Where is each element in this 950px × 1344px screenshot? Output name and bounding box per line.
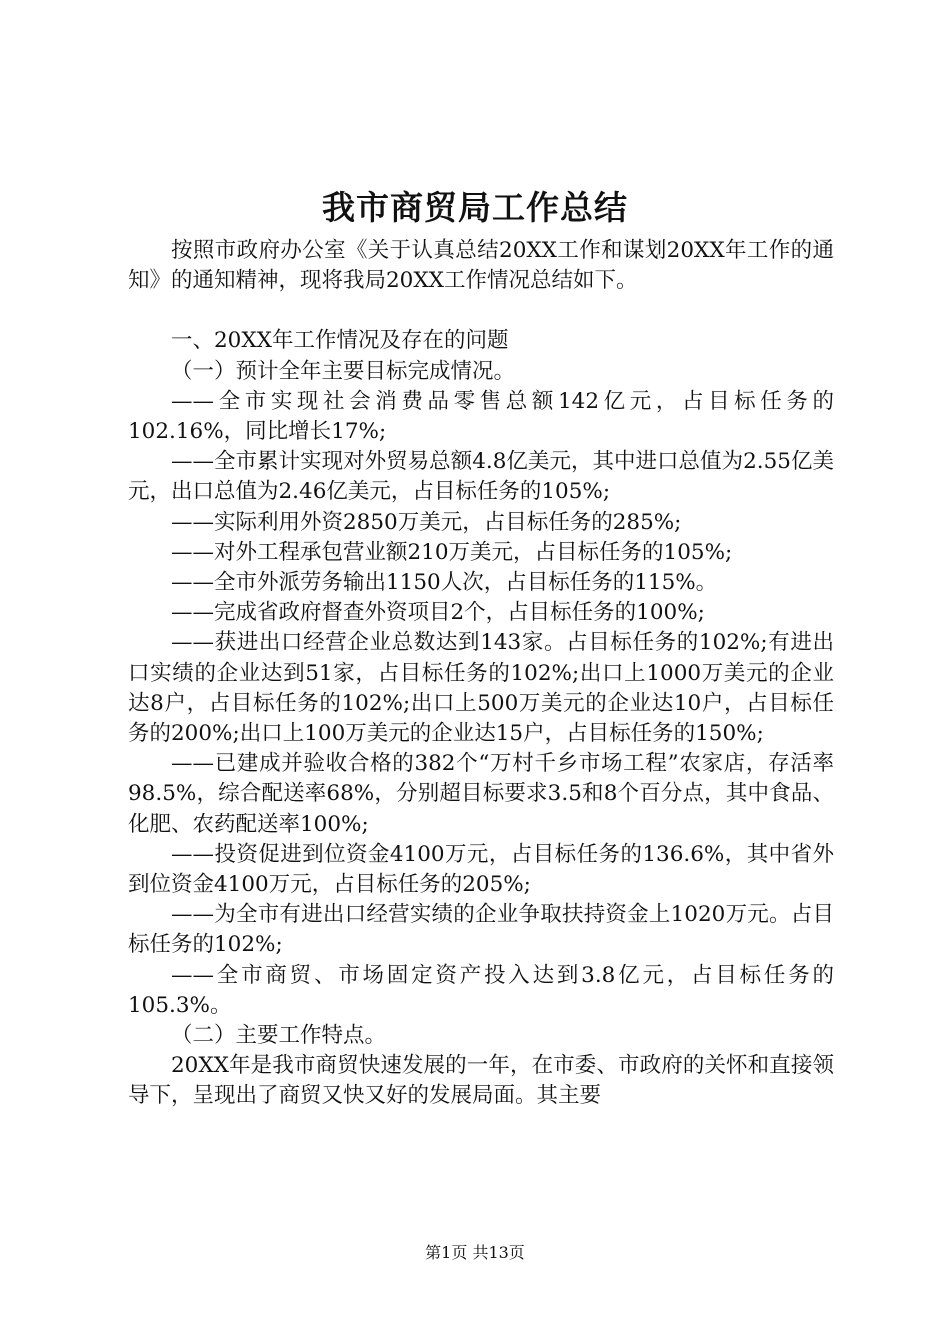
paragraph-fixed-assets: ——全市商贸、市场固定资产投入达到3.8亿元，占目标任务的105.3%。 [128,962,834,1018]
paragraph-support-funds: ——为全市有进出口经营实绩的企业争取扶持资金上1020万元。占目标任务的102%; [128,902,834,958]
document-body [128,236,834,1112]
paragraph-village-stores: ——已建成并验收合格的382个“万村千乡市场工程”农家店，存活率98.5%，综合配送率68%，分别超目标要求3.5和8个百分点，其中食品、化肥、农药配送率100%; [128,751,834,837]
subsection-heading-2: （二）主要工作特点。 [171,1023,387,1049]
paragraph-export-enterprises: ——获进出口经营企业总数达到143家。占目标任务的102%;有进出口实绩的企业达到51家，占目标任务的102%;出口上1000万美元的企业达8户，占目标任务的102%;出口上500万美元的企业达10户，占目标任务的200%;出口上100万美元的企业达15户，占目标任务的150%; [128,630,834,747]
paragraph-foreign-trade: ——全市累计实现对外贸易总额4.8亿美元，其中进口总值为2.55亿美元，出口总值为2.46亿美元，占目标任务的105%; [128,449,834,505]
section-heading-1: 一、20XX年工作情况及存在的问题 [171,328,509,354]
subsection-heading-1: （一）预计全年主要目标完成情况。 [171,358,516,384]
paragraph-work-features: 20XX年是我市商贸快速发展的一年，在市委、市政府的关怀和直接领导下，呈现出了商贸又快又好的发展局面。其主要 [128,1053,834,1109]
intro-paragraph: 按照市政府办公室《关于认真总结20XX工作和谋划20XX年工作的通知》的通知精神，现将我局20XX工作情况总结如下。 [128,238,834,294]
paragraph-labor-export: ——全市外派劳务输出1150人次，占目标任务的115%。 [171,570,718,596]
paragraph-supervised-projects: ——完成省政府督查外资项目2个，占目标任务的100%; [171,600,705,626]
paragraph-investment-funds: ——投资促进到位资金4100万元，占目标任务的136.6%，其中省外到位资金4100万元，占目标任务的205%; [128,841,834,898]
paragraph-foreign-investment: ——实际利用外资2850万美元，占目标任务的285%; [171,509,682,535]
paragraph-engineering-contracts: ——对外工程承包营业额210万美元，占目标任务的105%; [171,539,733,565]
page-footer: 第1页 共13页 [425,1243,525,1262]
document-title: 我市商贸局工作总结 [322,188,628,227]
paragraph-retail-sales: ——全市实现社会消费品零售总额142亿元，占目标任务的102.16%，同比增长17%; [128,388,834,445]
